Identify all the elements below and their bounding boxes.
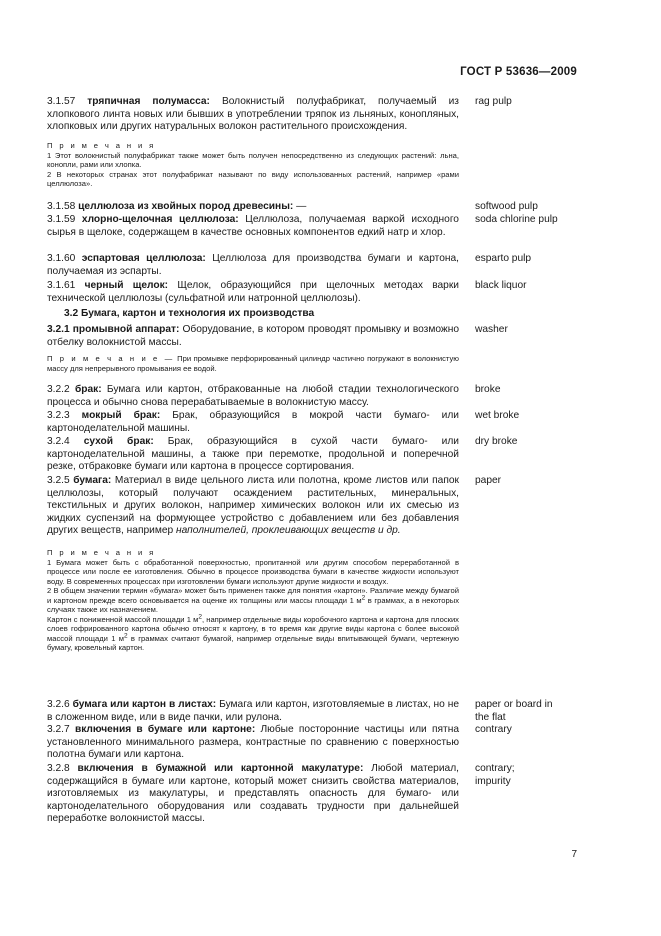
term-title: тряпичная полумасса: [87, 96, 210, 107]
note-text: в граммах, а в некоторых случаях также их назначением. [47, 595, 459, 614]
english-equivalent: black liquor [475, 280, 527, 291]
superscript: 2 [123, 631, 128, 639]
english-line: the flat [475, 711, 506, 723]
english-line: paper or board in [475, 699, 553, 710]
term-definition [47, 475, 459, 538]
note-text: При промывке перфорированный цилиндр частично погружают в волокнистую массу для непрерывного промывания ее водой. [47, 354, 459, 373]
term-title: сухой брак: [83, 436, 154, 447]
term-number: 3.1.57 [47, 96, 76, 107]
term-text: — [296, 201, 307, 212]
term-definition [47, 436, 459, 474]
term-number: 3.2.8 [47, 763, 70, 774]
page-number: 7 [571, 849, 577, 860]
term-definition [47, 96, 459, 134]
term-title: бумага: [73, 475, 112, 486]
term-number: 3.2.2 [47, 384, 70, 395]
english-line: impurity [475, 775, 511, 787]
english-equivalent: dry broke [475, 436, 518, 447]
english-equivalent [475, 763, 587, 788]
term-title: промывной аппарат: [72, 324, 180, 335]
english-equivalent: softwood pulp [475, 201, 538, 212]
english-equivalent: rag pulp [475, 96, 512, 107]
section-heading [64, 308, 314, 321]
term-number: 3.2.5 [47, 475, 70, 486]
note-item [47, 586, 459, 615]
term-number: 3.1.59 [47, 214, 76, 225]
term-title: брак: [74, 384, 102, 395]
section-number: 3.2 [64, 308, 79, 319]
english-equivalent: wet broke [475, 410, 520, 421]
english-equivalent: soda chlorine pulp [475, 214, 558, 225]
term-text: Брак, образующийся в сухой части бумаго- или картоноделательной машины, а также при перемотке, продольной и поперечной резке, отбраковке бумаги или картона в процессе сортирования. [47, 436, 459, 472]
note-text: 2 В общем значении термин «бумага» может быть применен также для понятия «картон». Различие между бумагой и картоном прежде всего основывается на оценке их толщины или массы площади 1 м [47, 586, 459, 605]
note-label: П р и м е ч а н и я [47, 548, 156, 557]
term-definition [47, 384, 459, 409]
term-definition [47, 214, 459, 239]
note-block [47, 141, 459, 189]
term-title: бумага или картон в листах: [72, 699, 217, 710]
term-text: Брак, образующийся в мокрой части бумаго- или картоноделательной машины. [47, 410, 459, 434]
term-title: целлюлоза из хвойных пород древесины: [78, 201, 294, 212]
english-equivalent: esparto pulp [475, 253, 532, 264]
term-title: мокрый брак: [81, 410, 161, 421]
note-text: Картон с пониженной массой площади 1 м [47, 614, 199, 624]
term-number: 3.2.6 [47, 699, 70, 710]
note-block [47, 354, 459, 373]
note-label: П р и м е ч а н и я [47, 141, 156, 150]
term-text: Целлюлоза, получаемая варкой исходного сырья в щелоке, содержащем в качестве основных компонентов едкий натр и хлор. [47, 214, 459, 238]
term-title: включения в бумажной или картонной макулатуре: [77, 763, 364, 774]
term-text-italic: наполнителей, проклеивающих веществ и др. [176, 525, 401, 536]
note-text: в граммах считают бумагой, например отдельные виды впитывающей бумаги, чертежную бумагу, кровельный картон. [47, 633, 459, 652]
english-equivalent: paper [475, 475, 502, 486]
note-text: , например отдельные виды коробочного картона и картона для плоских слоев гофрированного картона обычно относят к картону, в то время как другие виды картона с более высокой массой площади 1 м [47, 614, 459, 643]
term-number: 3.1.61 [47, 280, 76, 291]
term-text: Любой материал, содержащийся в бумаге или картоне, который может снизить свойства материалов, изготовляемых из макулатуры, и представлять опасность для бумаго- или картоноделательного оборудования или создавать трудности при дальнейшей переработке волокнистой массы. [47, 763, 459, 824]
section-title: Бумага, картон и технология их производства [81, 308, 315, 319]
term-definition [47, 410, 459, 435]
english-equivalent: contrary [475, 724, 512, 735]
note-block [47, 548, 459, 653]
term-title: черный щелок: [84, 280, 169, 291]
note-item [47, 612, 459, 653]
english-equivalent: broke [475, 384, 501, 395]
superscript: 2 [198, 612, 202, 620]
term-text: Материал в виде цельного листа или полотна, кроме листов или папок целлюлозы, который получают осаждением растительных, минеральных, текстильных и других волокон, например химических волокон или их смесью из жидких суспензий на формующее устройство с добавлением или без добавления других веществ, например [47, 475, 459, 536]
english-line: contrary; [475, 763, 515, 774]
english-equivalent: washer [475, 324, 508, 335]
term-text: Целлюлоза для производства бумаги и картона, получаемая из эспарты. [47, 253, 459, 277]
term-definition [47, 201, 459, 214]
term-number: 3.2.7 [47, 724, 70, 735]
term-text: Любые посторонние частицы или пятна установленного минимального размера, контрастные по сравнению с поверхностью полотна бумаги или картона. [47, 724, 459, 760]
term-definition [47, 253, 459, 278]
term-definition [47, 280, 459, 305]
term-number: 3.1.60 [47, 253, 76, 264]
term-number: 3.2.1 [47, 324, 70, 335]
term-text: Бумага или картон, отбракованные на любой стадии технологического процесса и обычно снова перерабатываемые в волокнистую массу. [47, 384, 459, 408]
note-label: П р и м е ч а н и е — [47, 354, 175, 363]
term-number: 3.2.3 [47, 410, 70, 421]
term-title: включения в бумаге или картоне: [74, 724, 256, 735]
term-number: 3.2.4 [47, 436, 70, 447]
term-definition [47, 699, 459, 724]
term-text: Бумага или картон, изготовляемые в листах, но не в сложенном виде, или в виде пачки, или рулона. [47, 699, 459, 723]
superscript: 2 [361, 593, 366, 601]
note-item: 2 В некоторых странах этот полуфабрикат называют по виду использованных растений, например «рами целлюлоза». [47, 169, 459, 188]
term-title: хлорно-щелочная целлюлоза: [81, 214, 239, 225]
english-equivalent [475, 699, 587, 724]
term-definition [47, 324, 459, 349]
term-text: Волокнистый полуфабрикат, получаемый из хлопкового линта новых или бывших в употреблении тряпок из льняных, конопляных, хлопковых или других натуральных волокон растительного происхождения. [47, 96, 459, 132]
term-definition [47, 763, 459, 826]
term-text: Щелок, образующийся при щелочных методах варки технической целлюлозы (сульфатной или натронной целлюлозы). [47, 280, 459, 304]
standard-header: ГОСТ Р 53636—2009 [460, 66, 577, 78]
term-title: эспартовая целлюлоза: [81, 253, 206, 264]
note-item: 1 Бумага может быть с обработанной поверхностью, пропитанной или другим способом переработанной в процессе или после ее изготовления. Обычно в процессе производства бумаги в качестве жидкости используют воду. В современных процессах при изготовлении бумаги используют другие жидкости и воздух. [47, 557, 459, 586]
term-number: 3.1.58 [47, 201, 76, 212]
note-item: 1 Этот волокнистый полуфабрикат также может быть получен непосредственно из следующих растений: льна, конопли, рами или хлопка. [47, 150, 459, 169]
term-text: Оборудование, в котором проводят промывку и возможно отбелку волокнистой массы. [47, 324, 459, 348]
term-definition [47, 724, 459, 762]
